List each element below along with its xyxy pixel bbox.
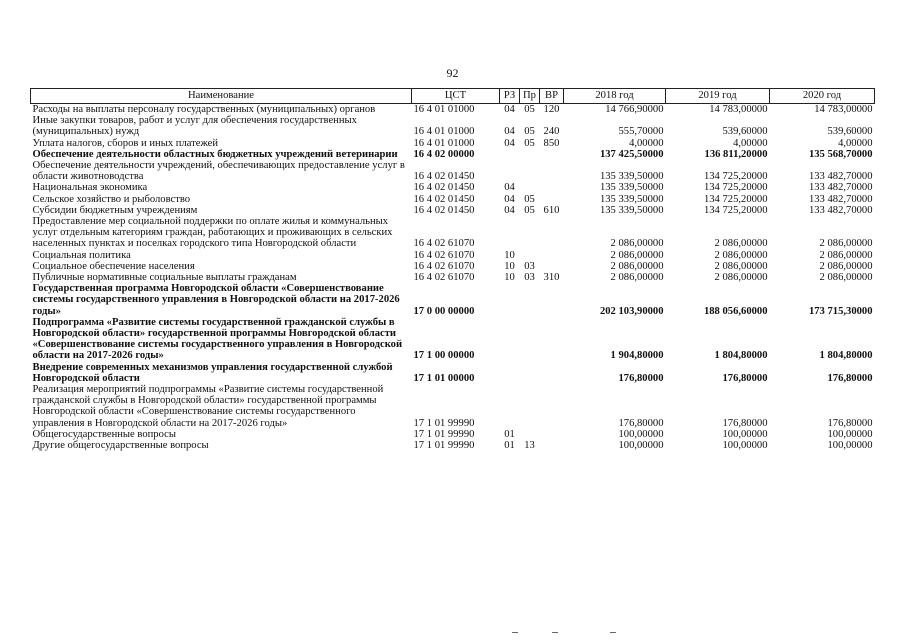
row-amount-2020: 539,60000 [827,126,873,138]
row-vr [540,384,564,429]
row-pr: 05 [524,204,535,216]
table-row [31,440,875,451]
header-2018: 2018 год [564,89,666,104]
row-cst: 16 4 02 61070 [413,272,475,284]
row-amount-2018: 176,80000 [618,417,664,429]
row-amount-2019: 188 056,60000 [703,305,768,317]
row-rz [500,160,520,182]
row-pr [520,384,540,429]
row-name: Публичные нормативные социальные выплаты гражданам [32,272,297,284]
table-row [31,250,875,261]
scan-mark [552,632,558,633]
row-vr: 310 [543,272,560,284]
row-pr [520,216,540,250]
row-name: Социальная политика [32,249,131,261]
row-cst: 16 4 01 01000 [413,126,475,138]
row-cst: 16 4 02 01450 [413,182,475,194]
header-vr: ВР [540,89,564,104]
row-cst: 17 1 01 00000 [413,372,475,384]
row-amount-2020: 135 568,70000 [808,148,873,160]
row-amount-2018: 135 339,50000 [599,182,664,194]
row-amount-2018: 176,80000 [618,372,664,384]
table-row [31,160,875,182]
row-pr [520,362,540,384]
row-vr: 610 [543,204,560,216]
row-amount-2020: 176,80000 [827,372,873,384]
row-name: Внедрение современных механизмов управления государственной службой Новгородской области [32,361,393,384]
row-amount-2018: 100,00000 [618,428,664,440]
row-amount-2020: 100,00000 [827,428,873,440]
row-rz: 04 [504,137,515,149]
row-name: Национальная экономика [32,182,148,194]
row-vr [540,362,564,384]
header-rz: РЗ [500,89,520,104]
row-pr [520,317,540,362]
row-amount-2020: 173 715,30000 [808,305,873,317]
row-pr: 13 [524,440,535,452]
row-amount-2020: 2 086,00000 [819,238,873,250]
row-amount-2020: 133 482,70000 [808,204,873,216]
row-rz [500,149,520,160]
row-cst: 17 1 01 99990 [413,440,475,452]
row-amount-2018: 135 339,50000 [599,171,664,183]
row-amount-2018: 1 904,80000 [610,350,664,362]
row-pr [520,429,540,440]
row-rz: 04 [504,104,515,115]
table-row [31,283,875,317]
row-vr: 120 [543,104,560,115]
row-amount-2019: 100,00000 [722,428,768,440]
row-rz: 10 [504,260,515,272]
row-amount-2019: 2 086,00000 [714,238,768,250]
row-name: Подпрограмма «Развитие системы государственной гражданской службы в Новгородской области» государственной программы Новгородской области «Совершенствование системы государственного управления в Новгородской области на 2017-2026 годы» [32,316,403,362]
row-amount-2019: 176,80000 [722,417,768,429]
row-amount-2019: 134 725,20000 [703,182,768,194]
row-amount-2019: 14 783,00000 [709,104,768,115]
row-cst: 17 1 01 99990 [413,428,475,440]
row-vr [540,429,564,440]
row-amount-2018: 2 086,00000 [610,238,664,250]
row-name: Субсидии бюджетным учреждениям [32,204,198,216]
row-amount-2018: 2 086,00000 [610,260,664,272]
row-name: Реализация мероприятий подпрограммы «Развитие системы государственной гражданской службы в Новгородской области» государственной программы Новгородской области «Совершенствование системы государственного управления в Новгородской области на 2017-2026 годы» [32,384,384,429]
row-amount-2020: 133 482,70000 [808,171,873,183]
table-row [31,272,875,283]
scan-mark [610,632,616,633]
row-amount-2019: 134 725,20000 [703,193,768,205]
row-pr: 03 [524,272,535,284]
row-cst: 17 1 00 00000 [413,350,475,362]
header-cst: ЦСТ [412,89,500,104]
table-row [31,317,875,362]
row-amount-2018: 2 086,00000 [610,249,664,261]
row-cst: 16 4 02 61070 [413,260,475,272]
row-cst: 16 4 01 01000 [413,137,475,149]
row-amount-2019: 2 086,00000 [714,272,768,284]
table-row [31,384,875,429]
row-amount-2020: 133 482,70000 [808,193,873,205]
row-pr [520,160,540,182]
header-2019: 2019 год [666,89,770,104]
header-2020: 2020 год [770,89,875,104]
row-vr: 240 [543,126,560,138]
row-amount-2019: 2 086,00000 [714,249,768,261]
row-rz: 04 [504,204,515,216]
row-vr [540,194,564,205]
row-amount-2019: 134 725,20000 [703,204,768,216]
row-cst: 16 4 02 01450 [413,171,475,183]
row-amount-2018: 4,00000 [629,137,664,149]
row-pr [520,283,540,317]
row-vr [540,440,564,451]
row-rz [500,362,520,384]
scan-mark [512,632,518,633]
row-amount-2019: 1 804,80000 [714,350,768,362]
row-pr: 05 [524,137,535,149]
table-row [31,115,875,137]
row-amount-2019: 4,00000 [733,137,768,149]
row-amount-2020: 2 086,00000 [819,272,873,284]
row-rz: 01 [504,428,515,440]
table-row [31,182,875,193]
table-row [31,429,875,440]
budget-table [30,88,875,451]
row-vr [540,283,564,317]
row-amount-2018: 137 425,50000 [599,148,664,160]
row-name: Уплата налогов, сборов и иных платежей [32,137,219,149]
row-amount-2018: 135 339,50000 [599,193,664,205]
row-pr [520,182,540,193]
row-amount-2020: 4,00000 [838,137,873,149]
table-row [31,138,875,149]
row-cst: 17 1 01 99990 [413,417,475,429]
row-rz: 10 [504,249,515,261]
row-name: Обеспечение деятельности учреждений, обеспечивающих предоставление услуг в области животноводства [32,160,405,183]
row-amount-2019: 176,80000 [722,372,768,384]
table-row [31,149,875,160]
header-pr: Пр [520,89,540,104]
row-pr: 05 [524,104,535,115]
row-amount-2020: 100,00000 [827,440,873,452]
row-rz [500,317,520,362]
row-amount-2019: 136 811,20000 [704,148,768,160]
row-name: Социальное обеспечение населения [32,260,195,272]
row-amount-2019: 2 086,00000 [714,260,768,272]
row-amount-2018: 100,00000 [618,440,664,452]
row-amount-2018: 555,70000 [618,126,664,138]
row-amount-2018: 202 103,90000 [599,305,664,317]
row-pr [520,250,540,261]
row-vr [540,216,564,250]
row-cst: 16 4 01 01000 [413,104,475,115]
row-vr [540,250,564,261]
row-pr [520,149,540,160]
row-vr [540,149,564,160]
row-name: Другие общегосударственные вопросы [32,440,209,452]
row-amount-2020: 176,80000 [827,417,873,429]
table-row [31,362,875,384]
row-vr [540,182,564,193]
row-name: Расходы на выплаты персоналу государственных (муниципальных) органов [32,104,376,115]
row-rz: 01 [504,440,515,452]
row-amount-2020: 2 086,00000 [819,249,873,261]
row-amount-2019: 539,60000 [722,126,768,138]
row-name: Иные закупки товаров, работ и услуг для обеспечения государственных (муниципальных) нужд [32,115,357,138]
table-header-row [31,89,875,104]
row-pr: 03 [524,260,535,272]
row-amount-2019: 100,00000 [722,440,768,452]
row-rz [500,283,520,317]
row-name: Общегосударственные вопросы [32,428,176,440]
page-number: 92 [446,66,459,80]
row-amount-2020: 1 804,80000 [819,350,873,362]
row-name: Обеспечение деятельности областных бюджетных учреждений ветеринарии [32,148,398,160]
header-name: Наименование [31,89,412,104]
row-amount-2019: 134 725,20000 [703,171,768,183]
row-rz [500,384,520,429]
table-row [31,194,875,205]
row-amount-2018: 14 766,90000 [605,104,664,115]
row-cst: 16 4 02 01450 [413,193,475,205]
table-row [31,216,875,250]
row-cst: 17 0 00 00000 [413,305,475,317]
row-amount-2020: 2 086,00000 [819,260,873,272]
row-rz: 04 [504,126,515,138]
row-pr: 05 [524,193,535,205]
row-cst: 16 4 02 01450 [413,204,475,216]
row-rz [500,216,520,250]
row-cst: 16 4 02 61070 [413,249,475,261]
row-amount-2018: 2 086,00000 [610,272,664,284]
row-amount-2020: 133 482,70000 [808,182,873,194]
table-row [31,261,875,272]
row-amount-2018: 135 339,50000 [599,204,664,216]
row-rz: 04 [504,193,515,205]
row-amount-2020: 14 783,00000 [814,104,873,115]
row-vr: 850 [543,137,560,149]
row-vr [540,261,564,272]
row-rz: 10 [504,272,515,284]
row-cst: 16 4 02 61070 [413,238,475,250]
row-name: Государственная программа Новгородской области «Совершенствование системы государственного управления в Новгородской области на 2017-2026 годы» [32,283,400,317]
row-vr [540,317,564,362]
row-name: Сельское хозяйство и рыболовство [32,193,191,205]
row-rz: 04 [504,182,515,194]
table-row [31,205,875,216]
row-cst: 16 4 02 00000 [413,148,475,160]
row-name: Предоставление мер социальной поддержки по оплате жилья и коммунальных услуг отдельным категориям граждан, работающих и проживающих в сельских населенных пунктах и поселках городского типа Новгородской области [32,216,393,250]
row-vr [540,160,564,182]
row-pr: 05 [524,126,535,138]
table-row [31,104,875,116]
